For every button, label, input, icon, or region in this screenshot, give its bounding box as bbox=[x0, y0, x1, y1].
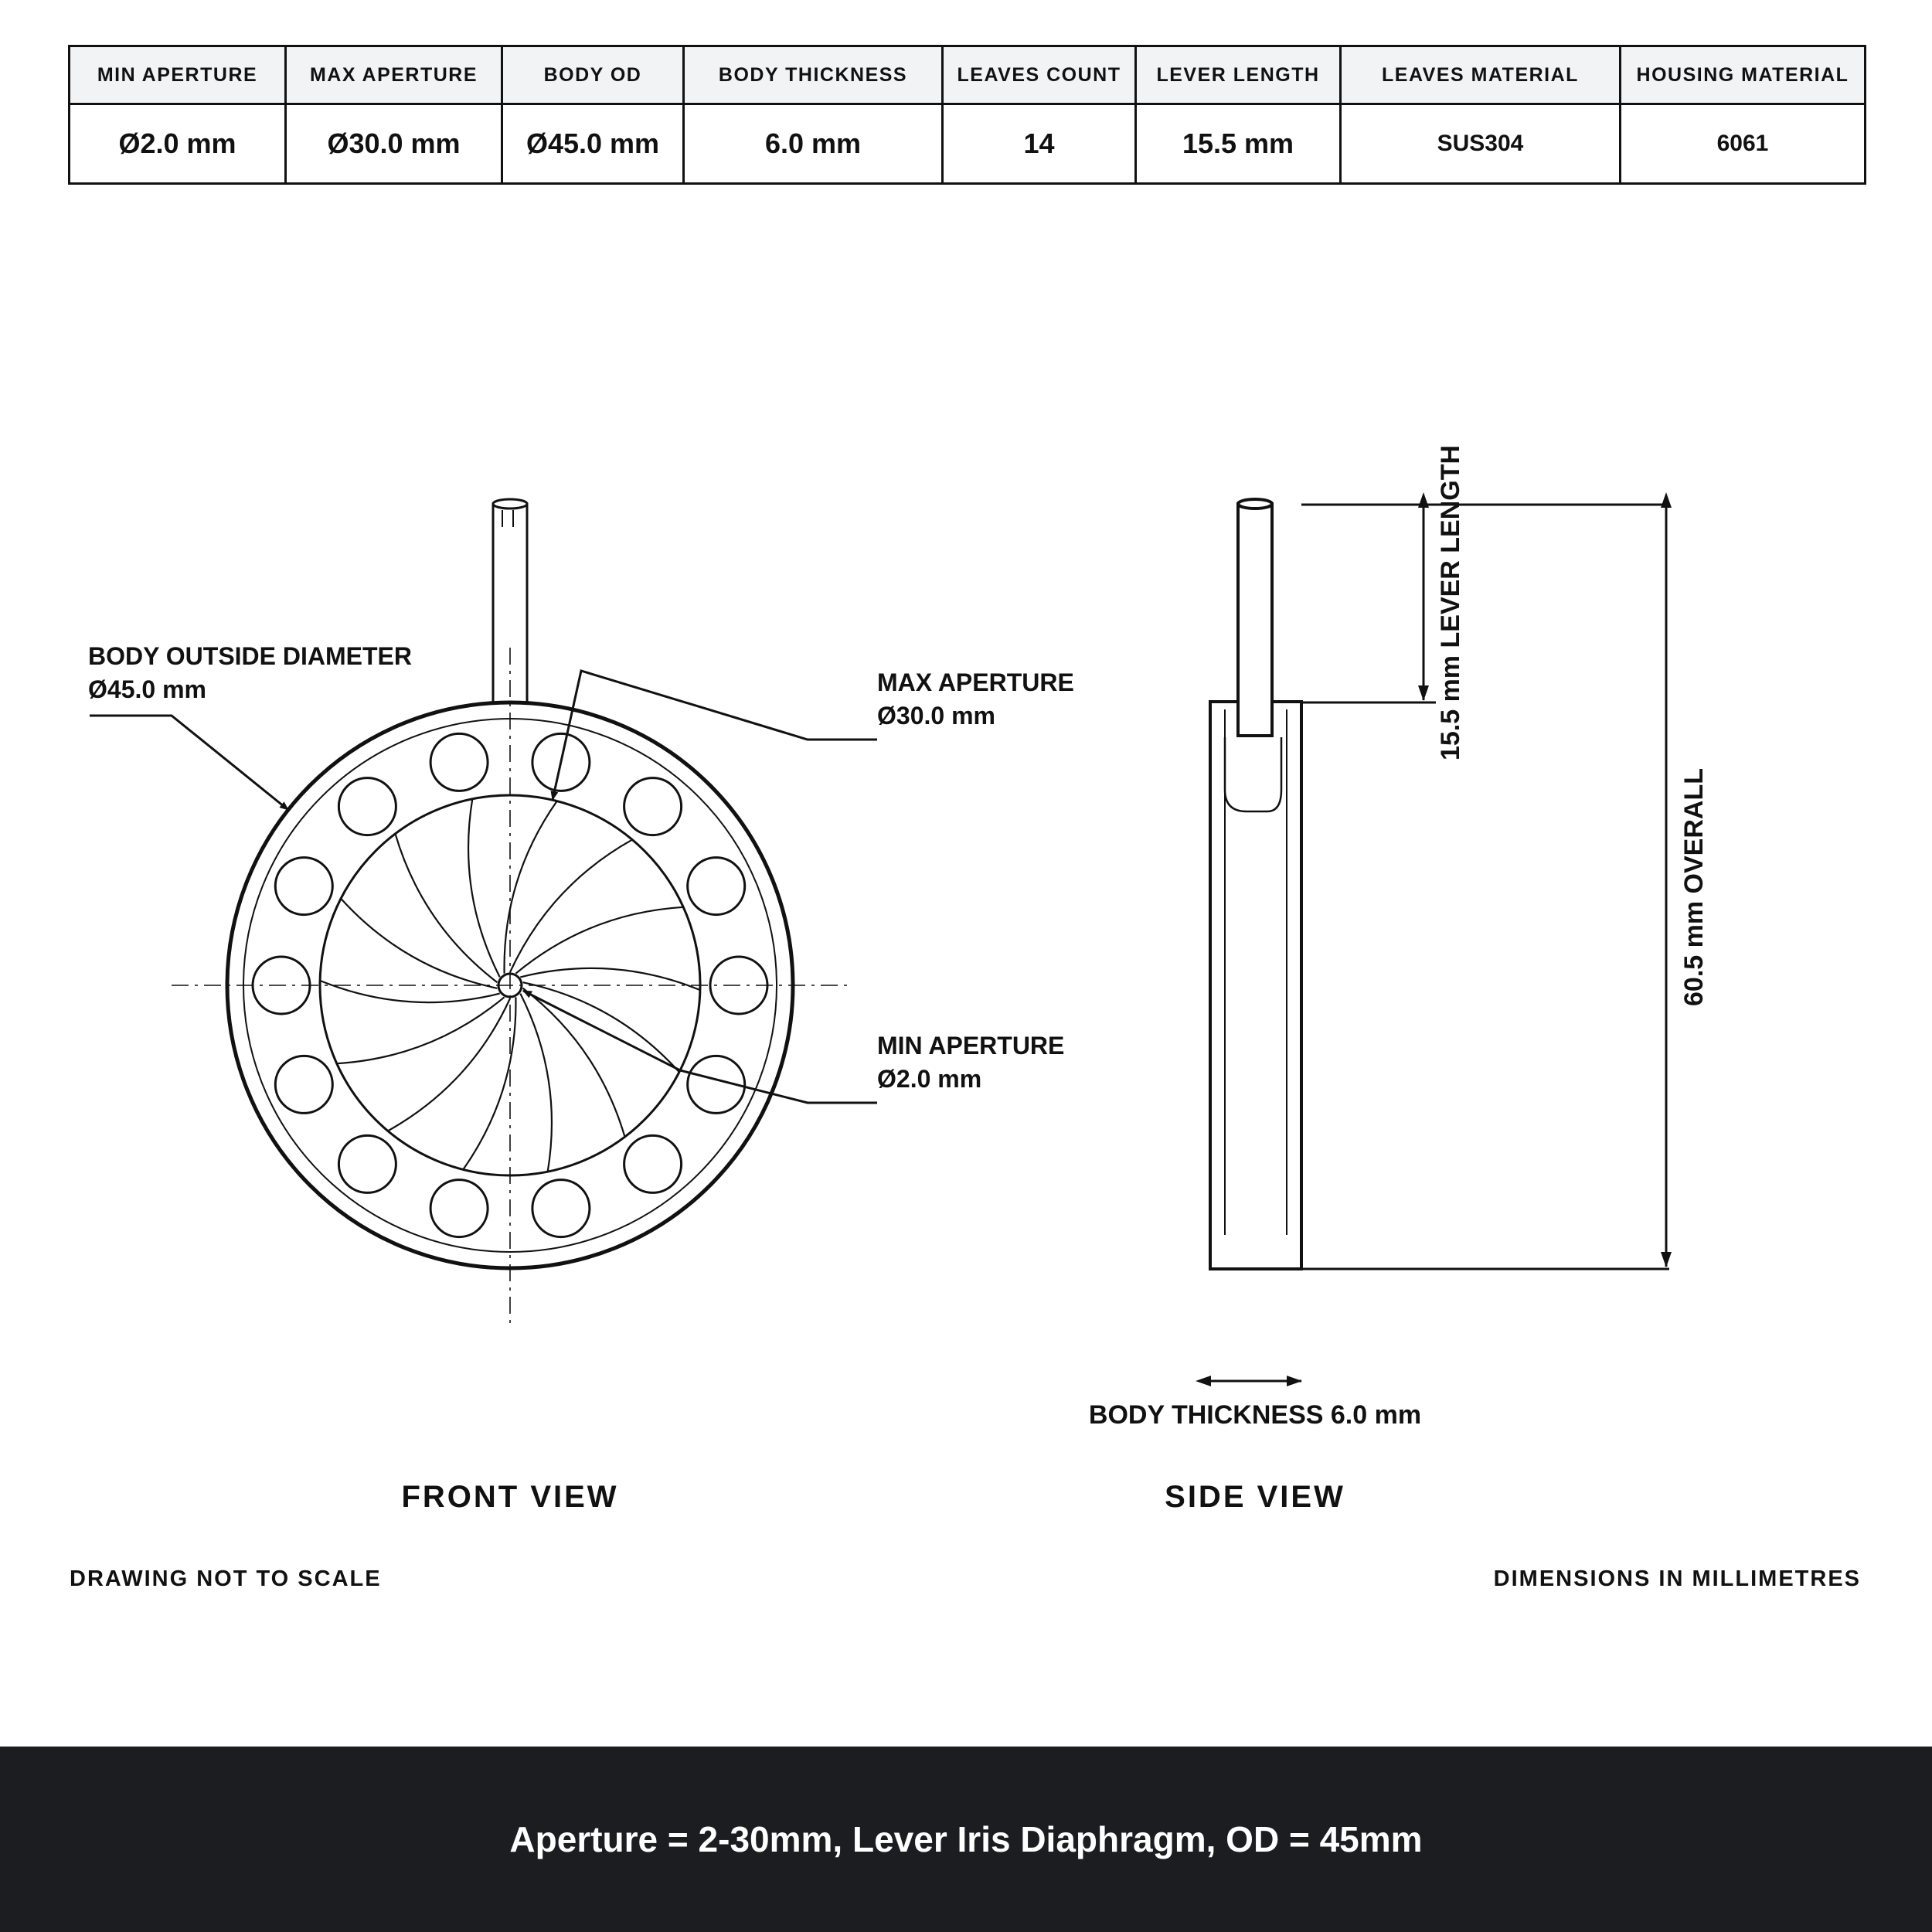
mounting-hole bbox=[338, 1135, 396, 1192]
side-view bbox=[1089, 445, 1709, 1514]
header-body-thickness: BODY THICKNESS bbox=[684, 46, 943, 104]
mounting-hole bbox=[624, 778, 682, 835]
lever-length-label: 15.5 mm LEVER LENGTH bbox=[1436, 444, 1465, 761]
min-aperture-value: Ø2.0 mm bbox=[877, 1065, 982, 1093]
body-od-leader bbox=[90, 716, 288, 810]
not-to-scale-note: DRAWING NOT TO SCALE bbox=[70, 1566, 382, 1591]
value-leaves-material: SUS304 bbox=[1341, 104, 1621, 184]
header-min-aperture: MIN APERTURE bbox=[70, 46, 286, 104]
value-min-aperture: Ø2.0 mm bbox=[70, 104, 286, 184]
value-body-thickness: 6.0 mm bbox=[684, 104, 943, 184]
mounting-hole bbox=[338, 778, 396, 835]
body-thickness-label: BODY THICKNESS 6.0 mm bbox=[1088, 1400, 1422, 1430]
mounting-hole bbox=[430, 733, 488, 791]
front-view-title: FRONT VIEW bbox=[401, 1480, 619, 1514]
value-body-od: Ø45.0 mm bbox=[502, 104, 684, 184]
value-max-aperture: Ø30.0 mm bbox=[286, 104, 502, 184]
value-lever-length: 15.5 mm bbox=[1136, 104, 1341, 184]
mounting-hole bbox=[275, 858, 332, 915]
mounting-hole bbox=[624, 1135, 682, 1192]
max-aperture-label: MAX APERTURE bbox=[877, 668, 1074, 696]
header-leaves-count: LEAVES COUNT bbox=[943, 46, 1136, 104]
caption-bar bbox=[0, 1747, 1932, 1932]
body-od-label: BODY OUTSIDE DIAMETER bbox=[88, 642, 412, 670]
side-lever bbox=[1238, 499, 1272, 736]
side-body bbox=[1210, 702, 1301, 1269]
header-max-aperture: MAX APERTURE bbox=[286, 46, 502, 104]
value-housing-material: 6061 bbox=[1621, 104, 1866, 184]
mounting-hole bbox=[688, 858, 745, 915]
min-aperture-label: MIN APERTURE bbox=[877, 1032, 1065, 1060]
header-housing-material: HOUSING MATERIAL bbox=[1621, 46, 1866, 104]
header-leaves-material: LEAVES MATERIAL bbox=[1341, 46, 1621, 104]
mounting-hole bbox=[430, 1180, 488, 1237]
mounting-hole bbox=[532, 1180, 590, 1237]
caption-text: Aperture = 2-30mm, Lever Iris Diaphragm, OD = 45mm bbox=[509, 1819, 1423, 1859]
header-body-od: BODY OD bbox=[502, 46, 684, 104]
body-od-value: Ø45.0 mm bbox=[88, 675, 206, 703]
units-note: DIMENSIONS IN MILLIMETRES bbox=[1493, 1566, 1861, 1591]
overall-length-label: 60.5 mm OVERALL bbox=[1679, 768, 1709, 1006]
value-leaves-count: 14 bbox=[943, 104, 1136, 184]
max-aperture-value: Ø30.0 mm bbox=[877, 702, 995, 730]
side-view-title: SIDE VIEW bbox=[1165, 1480, 1345, 1514]
header-lever-length: LEVER LENGTH bbox=[1136, 46, 1341, 104]
front-view bbox=[88, 499, 1074, 1514]
mounting-hole bbox=[275, 1056, 332, 1113]
